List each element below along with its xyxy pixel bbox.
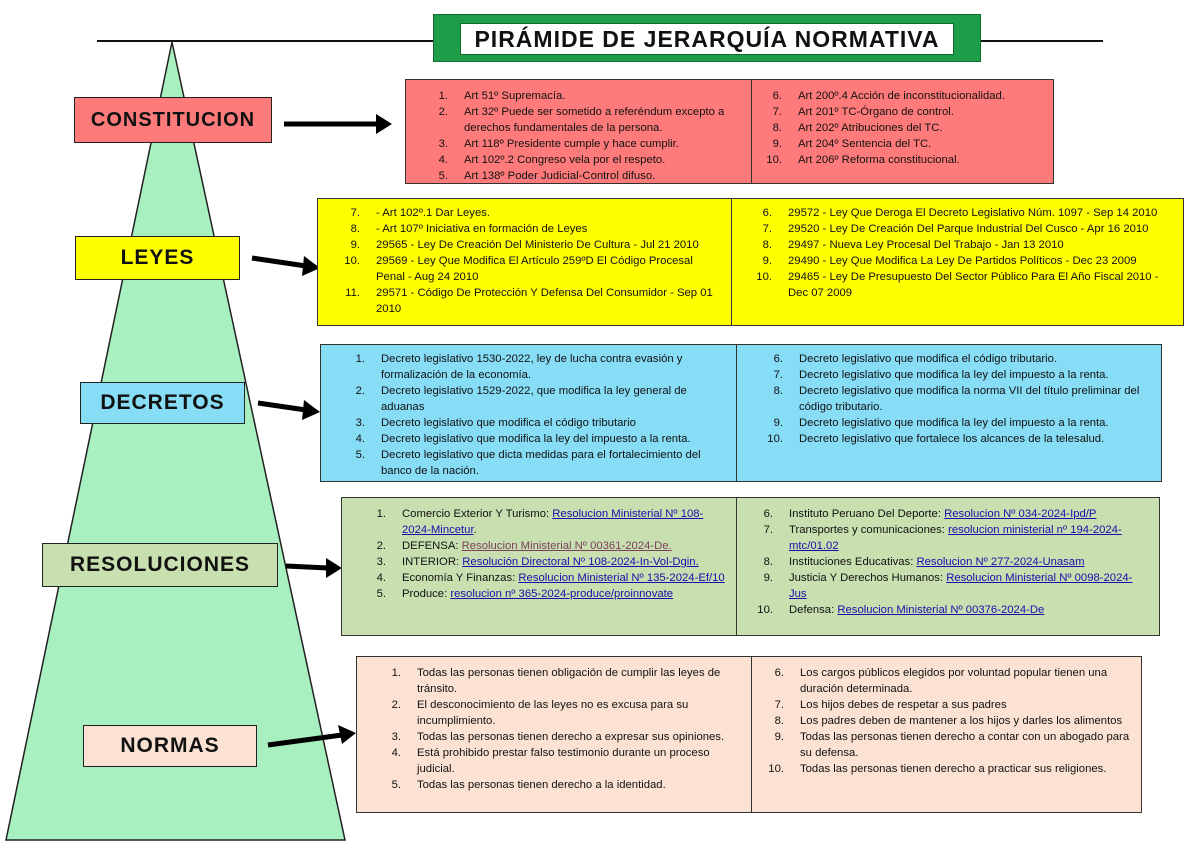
decretos-list-item [735, 351, 1151, 367]
item-text-container [789, 602, 1149, 618]
item-text: Decreto legislativo 1530-2022, ley de lucha contra evasión y formalización de la economía. [381, 353, 683, 381]
item-text: Art 202º Atribuciones del TC. [798, 122, 943, 134]
resolution-link[interactable]: Resolucion Ministerial Nº 0098-2024-Jus [789, 572, 1133, 600]
item-text: Todas las personas tienen derecho a contar con un abogado para su defensa. [800, 731, 1130, 759]
item-text: Art 102º.2 Congreso vela por el respeto. [464, 154, 666, 166]
decretos-list-item [735, 431, 1151, 447]
item-number: 7. [772, 106, 782, 118]
decretos-list-item [735, 367, 1151, 383]
resolution-link[interactable]: Resolucion Ministerial Nº 108-2024-Mincetur [402, 508, 704, 536]
label-resoluciones: RESOLUCIONES [42, 543, 278, 587]
label-decretos: DECRETOS [80, 382, 245, 424]
item-text-container [417, 665, 741, 697]
resolution-link[interactable]: Resolucion Ministerial Nº 135-2024-Ef/10 [518, 572, 725, 584]
normas-list-item [750, 665, 1131, 697]
item-number: 2. [391, 699, 401, 711]
item-number: 5. [391, 779, 401, 791]
item-number: 6. [762, 207, 772, 219]
item-text-container [798, 88, 1045, 104]
normas-list-item [750, 713, 1131, 729]
leyes-list-left [318, 205, 721, 317]
item-text: Comercio Exterior Y Turismo: [402, 508, 553, 520]
item-number: 6. [774, 667, 784, 679]
decretos-list-left [321, 351, 726, 479]
item-text: 29520 - Ley De Creación Del Parque Industrial Del Cusco - Apr 16 2010 [788, 223, 1149, 235]
item-number: 9. [762, 255, 772, 267]
constitucion-list-right [750, 88, 1045, 168]
constitucion-list-item [750, 88, 1045, 104]
item-text-container [788, 205, 1173, 221]
constitucion-list-item [406, 136, 739, 152]
item-number: 2. [376, 540, 386, 552]
resoluciones-list-item [735, 522, 1149, 554]
item-number: 2. [355, 385, 365, 397]
normas-list-left [357, 665, 741, 793]
resoluciones-list-item [342, 554, 726, 570]
item-text: Decreto legislativo que modifica el código tributario. [799, 353, 1058, 365]
constitucion-list-item [750, 104, 1045, 120]
constitucion-list-item [750, 120, 1045, 136]
item-number: 10. [768, 763, 784, 775]
item-text: Decreto legislativo que modifica la ley del impuesto a la renta. [799, 369, 1109, 381]
item-text: Decreto legislativo que modifica el código tributario [381, 417, 636, 429]
item-text: Los hijos debes de respetar a sus padres [800, 699, 1007, 711]
resolution-link[interactable]: Resolucion Ministerial Nº 00361-2024-De. [461, 540, 672, 552]
leyes-list-item [318, 221, 721, 237]
item-text-container [800, 697, 1131, 713]
item-text: INTERIOR: [402, 556, 463, 568]
resoluciones-list-item [342, 538, 726, 554]
label-normas: NORMAS [83, 725, 257, 767]
item-text: Produce: [402, 588, 451, 600]
normas-list-item [750, 697, 1131, 713]
item-number: 9. [763, 572, 773, 584]
item-number: 3. [376, 556, 386, 568]
item-number: 5. [438, 170, 448, 182]
item-text-suffix: . [473, 524, 477, 536]
decretos-list-item [321, 351, 726, 383]
item-number: 3. [438, 138, 448, 150]
item-number: 9. [774, 731, 784, 743]
item-text: Los cargos públicos elegidos por voluntad popular tienen una duración determinada. [800, 667, 1108, 695]
item-text: Art 51º Supremacía. [464, 90, 566, 102]
item-text-container [789, 554, 1149, 570]
item-number: 8. [774, 715, 784, 727]
item-text: Art 201º TC-Órgano de control. [798, 106, 954, 118]
decretos-list-item [321, 447, 726, 479]
item-number: 7. [774, 699, 784, 711]
item-text-container [376, 205, 721, 221]
item-text: Decreto legislativo que fortalece los alcances de la telesalud. [799, 433, 1105, 445]
item-text-container [417, 729, 741, 745]
label-leyes: LEYES [75, 236, 240, 280]
item-text: Todas las personas tienen obligación de cumplir las leyes de tránsito. [417, 667, 721, 695]
item-text: Decreto legislativo 1529-2022, que modifica la ley general de aduanas [381, 385, 687, 413]
resolution-link[interactable]: Resolucion Nº 277-2024-Unasam [916, 556, 1085, 568]
decretos-list-item [735, 415, 1151, 431]
decretos-list-item [321, 383, 726, 415]
leyes-list-item [318, 205, 721, 221]
decretos-list-item [735, 383, 1151, 415]
constitucion-list-item [750, 152, 1045, 168]
item-text: 29572 - Ley Que Deroga El Decreto Legislativo Núm. 1097 - Sep 14 2010 [788, 207, 1158, 219]
leyes-list-item [318, 285, 721, 317]
item-text: Art 204º Sentencia del TC. [798, 138, 932, 150]
item-number: 5. [376, 588, 386, 600]
item-text: Art 118º Presidente cumple y hace cumplir. [464, 138, 679, 150]
item-text-container [800, 729, 1131, 761]
item-text: Todas las personas tienen derecho a practicar sus religiones. [800, 763, 1107, 775]
item-number: 9. [350, 239, 360, 251]
item-number: 8. [772, 122, 782, 134]
resoluciones-list-right [735, 506, 1149, 618]
item-number: 8. [350, 223, 360, 235]
resoluciones-list-item [735, 602, 1149, 618]
constitucion-list-left [406, 88, 739, 184]
item-text-container [789, 570, 1149, 602]
leyes-list-item [730, 269, 1173, 301]
arrow-leyes [252, 256, 320, 276]
item-text: Decreto legislativo que modifica la norma VII del título preliminar del código tributario. [799, 385, 1140, 413]
item-text: - Art 107º Iniciativa en formación de Leyes [376, 223, 588, 235]
title-frame [433, 14, 981, 62]
item-number: 6. [772, 90, 782, 102]
panel-leyes [317, 198, 1184, 326]
resoluciones-list-item [735, 570, 1149, 602]
normas-list-item [750, 761, 1131, 777]
item-text: Economía Y Finanzas: [402, 572, 519, 584]
item-text-container [799, 351, 1151, 367]
item-text: Todas las personas tienen derecho a expresar sus opiniones. [417, 731, 725, 743]
item-text-container [798, 120, 1045, 136]
item-text-container [798, 136, 1045, 152]
item-number: 11. [345, 287, 360, 299]
normas-list-item [357, 745, 741, 777]
item-text: El desconocimiento de las leyes no es excusa para su incumplimiento. [417, 699, 689, 727]
item-number: 1. [376, 508, 386, 520]
item-number: 1. [355, 353, 365, 365]
item-text: Art 206º Reforma constitucional. [798, 154, 960, 166]
resolution-link[interactable]: Resolucion Nº 034-2024-Ipd/P [944, 508, 1097, 520]
item-text: 29565 - Ley De Creación Del Ministerio De Cultura - Jul 21 2010 [376, 239, 699, 251]
resoluciones-list-item [735, 554, 1149, 570]
arrow-decretos [258, 400, 320, 420]
item-number: 8. [773, 385, 783, 397]
item-text-container [381, 415, 726, 431]
item-text-container [464, 168, 739, 184]
item-text: 29497 - Nueva Ley Procesal Del Trabajo - Jan 13 2010 [788, 239, 1064, 251]
pyramid-shape [6, 42, 345, 840]
item-number: 6. [773, 353, 783, 365]
item-text-container [789, 522, 1149, 554]
item-number: 6. [763, 508, 773, 520]
item-number: 8. [762, 239, 772, 251]
item-number: 9. [773, 417, 783, 429]
item-text: Está prohibido prestar falso testimonio durante un proceso judicial. [417, 747, 710, 775]
item-text: Decreto legislativo que modifica la ley del impuesto a la renta. [799, 417, 1109, 429]
leyes-list-item [318, 253, 721, 285]
item-text: - Art 102º.1 Dar Leyes. [376, 207, 491, 219]
item-text-container [402, 506, 726, 538]
item-text: Los padres deben de mantener a los hijos y darles los alimentos [800, 715, 1123, 727]
item-text: Instituciones Educativas: [789, 556, 917, 568]
item-text-container [788, 237, 1173, 253]
item-text-container [799, 415, 1151, 431]
item-text-container [417, 777, 741, 793]
item-text-container [381, 431, 726, 447]
decretos-list-item [321, 431, 726, 447]
item-number: 4. [391, 747, 401, 759]
item-number: 10. [766, 154, 782, 166]
diagram-title: PIRÁMIDE DE JERARQUÍA NORMATIVA [460, 23, 954, 55]
item-text-container [788, 221, 1173, 237]
resolution-link[interactable]: Resolucion Ministerial Nº 00376-2024-De [837, 604, 1045, 616]
resolution-link[interactable]: resolucion ministerial nº 194-2024-mtc/01.02 [789, 524, 1122, 552]
item-text-container [799, 383, 1151, 415]
leyes-list-item [730, 253, 1173, 269]
resolution-link[interactable]: resolucion nº 365-2024-produce/proinnovate [450, 588, 674, 600]
item-text-container [799, 367, 1151, 383]
item-text: Art 138º Poder Judicial-Control difuso. [464, 170, 656, 182]
panel-decretos [320, 344, 1162, 482]
item-number: 7. [763, 524, 773, 536]
item-text: 29465 - Ley De Presupuesto Del Sector Público Para El Año Fiscal 2010 - Dec 07 2009 [788, 271, 1159, 299]
item-number: 5. [355, 449, 365, 461]
item-number: 10. [344, 255, 360, 267]
item-number: 4. [438, 154, 448, 166]
normas-list-item [357, 665, 741, 697]
item-number: 3. [355, 417, 365, 429]
item-text: Transportes y comunicaciones: [789, 524, 949, 536]
panel-resoluciones [341, 497, 1160, 636]
item-text: Art 32º Puede ser sometido a referéndum excepto a derechos fundamentales de la persona. [464, 106, 725, 134]
leyes-list-right [730, 205, 1173, 301]
item-text-container [464, 136, 739, 152]
resoluciones-list-item [735, 506, 1149, 522]
item-text: Decreto legislativo que dicta medidas para el fortalecimiento del banco de la nación. [381, 449, 701, 477]
decretos-list-right [735, 351, 1151, 447]
item-number: 7. [773, 369, 783, 381]
item-text: DEFENSA: [402, 540, 462, 552]
panel-constitucion [405, 79, 1054, 184]
item-number: 1. [391, 667, 401, 679]
normas-list-item [357, 697, 741, 729]
item-number: 4. [355, 433, 365, 445]
item-text-container [376, 285, 721, 317]
item-text-container [402, 586, 726, 602]
panel-normas [356, 656, 1142, 813]
normas-list-item [357, 729, 741, 745]
item-number: 1. [438, 90, 448, 102]
constitucion-list-item [406, 88, 739, 104]
item-number: 3. [391, 731, 401, 743]
item-text-container [800, 713, 1131, 729]
item-text: Art 200º.4 Acción de inconstitucionalidad. [798, 90, 1005, 102]
item-text-container [417, 697, 741, 729]
leyes-list-item [730, 205, 1173, 221]
item-text: Todas las personas tienen derecho a la identidad. [417, 779, 666, 791]
normas-list-item [750, 729, 1131, 761]
item-text-container [402, 554, 726, 570]
item-text-container [376, 237, 721, 253]
item-number: 7. [762, 223, 772, 235]
item-text: Justicia Y Derechos Humanos: [789, 572, 947, 584]
leyes-list-item [318, 237, 721, 253]
item-text: Defensa: [789, 604, 838, 616]
constitucion-list-item [406, 168, 739, 184]
item-number: 10. [757, 604, 773, 616]
item-text: Instituto Peruano Del Deporte: [789, 508, 945, 520]
constitucion-list-item [406, 152, 739, 168]
leyes-list-item [730, 237, 1173, 253]
resoluciones-list-item [342, 570, 726, 586]
item-text-container [381, 447, 726, 479]
constitucion-list-item [406, 104, 739, 136]
item-text-container [464, 104, 739, 136]
item-text: 29490 - Ley Que Modifica La Ley De Partidos Políticos - Dec 23 2009 [788, 255, 1137, 267]
item-number: 8. [763, 556, 773, 568]
resolution-link[interactable]: Resolución Directoral Nº 108-2024-In-Vol-Dgin. [462, 556, 699, 568]
arrow-resoluciones [286, 558, 342, 578]
item-text-container [788, 253, 1173, 269]
item-text-container [417, 745, 741, 777]
item-text-container [376, 253, 721, 285]
item-number: 10. [756, 271, 772, 283]
label-constitucion: CONSTITUCION [74, 97, 272, 143]
item-text-container [799, 431, 1151, 447]
item-text: 29571 - Código De Protección Y Defensa Del Consumidor - Sep 01 2010 [376, 287, 713, 315]
item-text-container [376, 221, 721, 237]
item-number: 2. [438, 106, 448, 118]
item-text: 29569 - Ley Que Modifica El Artículo 259ºD El Código Procesal Penal - Aug 24 2010 [376, 255, 693, 283]
constitucion-list-item [750, 136, 1045, 152]
arrow-constitucion [284, 114, 392, 134]
item-text-container [402, 570, 726, 586]
item-number: 9. [772, 138, 782, 150]
resoluciones-list-left [342, 506, 726, 602]
normas-list-right [750, 665, 1131, 777]
item-number: 7. [350, 207, 360, 219]
item-text-container [798, 152, 1045, 168]
item-text-container [788, 269, 1173, 301]
item-text-container [789, 506, 1149, 522]
resoluciones-list-item [342, 586, 726, 602]
item-text-container [798, 104, 1045, 120]
item-text-container [402, 538, 726, 554]
item-text-container [381, 383, 726, 415]
resoluciones-list-item [342, 506, 726, 538]
item-text-container [800, 761, 1131, 777]
item-text: Decreto legislativo que modifica la ley del impuesto a la renta. [381, 433, 691, 445]
item-number: 4. [376, 572, 386, 584]
item-text-container [381, 351, 726, 383]
item-text-container [800, 665, 1131, 697]
item-number: 10. [767, 433, 783, 445]
decretos-list-item [321, 415, 726, 431]
leyes-list-item [730, 221, 1173, 237]
item-text-container [464, 152, 739, 168]
normas-list-item [357, 777, 741, 793]
item-text-container [464, 88, 739, 104]
